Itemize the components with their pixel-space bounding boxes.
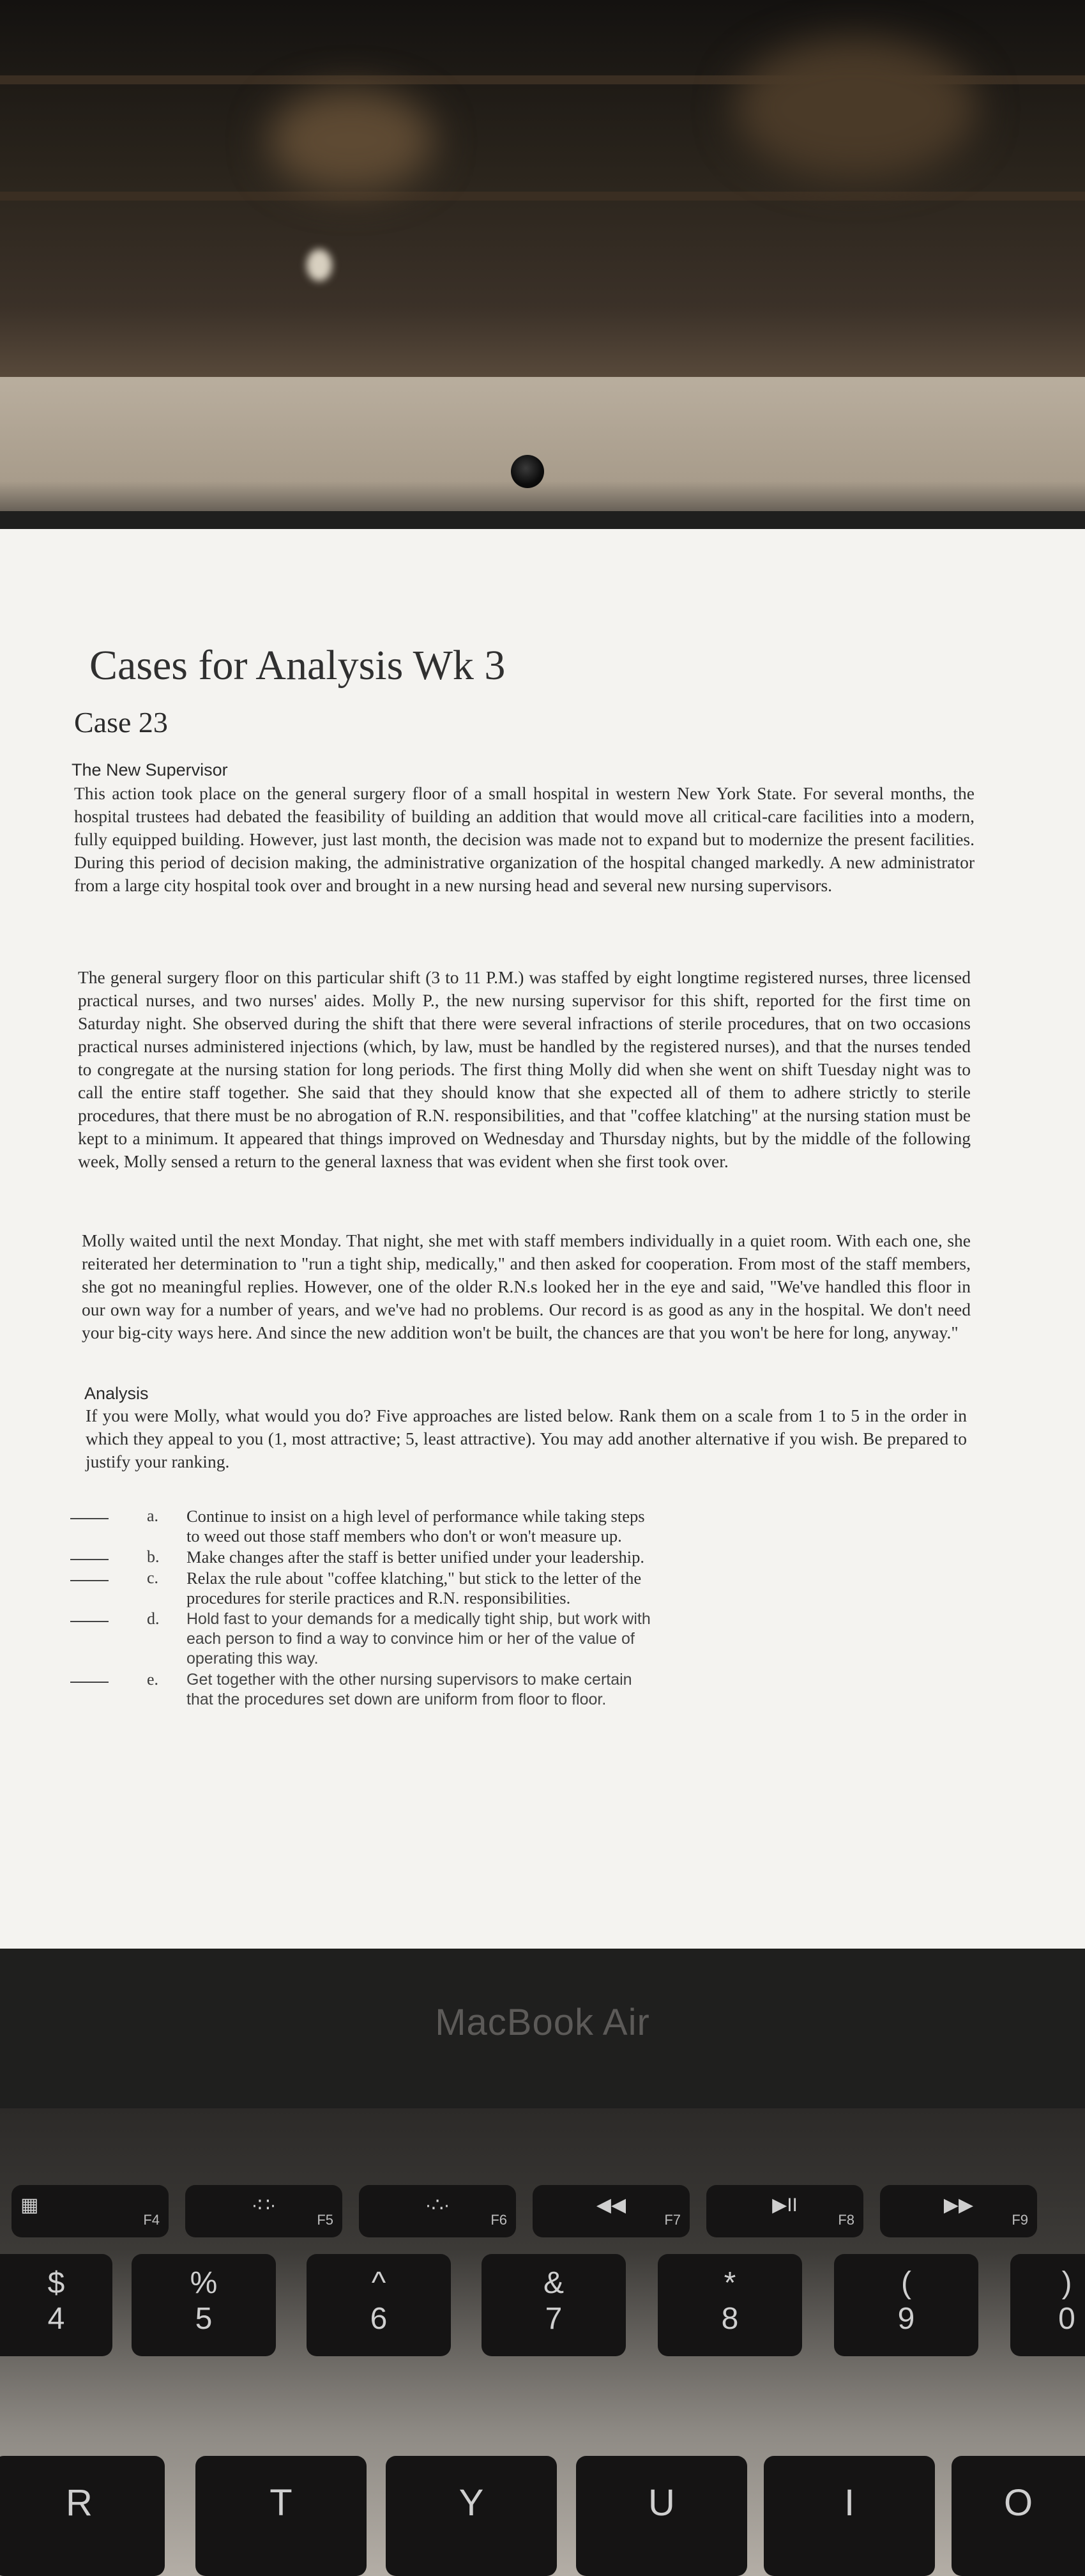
key-f9[interactable]: ▶▶ F9	[880, 2185, 1037, 2237]
document-title: Cases for Analysis Wk 3	[89, 642, 506, 689]
key-i[interactable]: I	[764, 2456, 935, 2576]
play-pause-icon: ▶II	[772, 2195, 798, 2216]
option-list	[70, 1506, 709, 1711]
key-f4[interactable]: ▦ F4	[11, 2185, 169, 2237]
laptop-screen	[0, 529, 1085, 1949]
option-text: Hold fast to your demands for a medically tight ship, but work with each person to find a way to convince him or her of the value of operating this way.	[186, 1610, 651, 1667]
analysis-heading: Analysis	[84, 1384, 149, 1403]
rank-blank[interactable]	[70, 1580, 109, 1581]
key-f6[interactable]: ·∴· F6	[359, 2185, 516, 2237]
key-t[interactable]: T	[195, 2456, 367, 2576]
section-heading: The New Supervisor	[72, 760, 228, 779]
option-letter: b.	[147, 1547, 160, 1566]
keyboard-brightness-down-icon: ·∷·	[251, 2195, 277, 2216]
option-item	[70, 1670, 709, 1710]
background-room	[0, 0, 1085, 383]
paragraph-2: The general surgery floor on this particular shift (3 to 11 P.M.) was staffed by eight longtime registered nurses, three licensed practical nurses, and two nurses' aides. Molly P., the new nursing supervisor for this shift, reported for the first time on Saturday night. She observed during the shift that there were several infractions of sterile procedures, that on two occasions practical nurses administered injections (which, by law, must be handled by the registered nurses), and that the nurses tended to congregate at the nursing station for long periods. The first thing Molly did when she went on shift Tuesday night was to call the entire staff together. She said that they should know that she expected all of them to adhere strictly to sterile procedures, that there must be no abrogation of R.N. responsibilities, and that "coffee klatching" at the nursing station must be kept to a minimum. It appeared that things improved on Wednesday and Thursday nights, but by the middle of the following week, Molly sensed a return to the general laxness that was evident when she first took over.	[78, 967, 971, 1171]
rank-blank[interactable]	[70, 1518, 109, 1519]
key-u[interactable]: U	[576, 2456, 747, 2576]
background-light	[307, 249, 332, 281]
option-letter: c.	[147, 1568, 159, 1587]
launchpad-icon: ▦	[20, 2195, 39, 2216]
key-9[interactable]: ( 9	[834, 2254, 978, 2356]
fast-forward-icon: ▶▶	[943, 2195, 974, 2216]
key-6[interactable]: ^ 6	[307, 2254, 451, 2356]
option-text: Continue to insist on a high level of performance while taking steps to weed out those staff members who don't or won't measure up.	[186, 1506, 645, 1545]
background-shelf	[0, 192, 1085, 201]
rank-blank[interactable]	[70, 1621, 109, 1622]
rank-blank[interactable]	[70, 1682, 109, 1683]
background-light	[268, 89, 434, 192]
keyboard-deck	[0, 2108, 1085, 2576]
case-number: Case 23	[74, 706, 168, 739]
document-page	[0, 529, 1085, 1949]
key-7[interactable]: & 7	[482, 2254, 626, 2356]
background-light	[734, 38, 977, 179]
key-r[interactable]: R	[0, 2456, 165, 2576]
key-o[interactable]: O	[952, 2456, 1085, 2576]
key-5[interactable]: % 5	[132, 2254, 276, 2356]
laptop-brand: MacBook Air	[435, 2002, 650, 2043]
option-text: Relax the rule about "coffee klatching," but stick to the letter of the procedures for sterile practices and R.N. responsibilities.	[186, 1568, 642, 1607]
option-letter: a.	[147, 1506, 159, 1525]
paragraph-3: Molly waited until the next Monday. That night, she met with staff members individually in a quiet room. With each one, she reiterated her determination to "run a tight ship, medically," and then asked for cooperation. From most of the staff members, she got no meaningful replies. However, one of the older R.N.s looked her in the eye and said, "We've handled this floor in our own way for a number of years, and we've had no problems. Our record is as good as any in the hospital. We don't need your big-city ways here. And since the new addition won't be built, the chances are that you won't be here for long, anyway."	[82, 1230, 971, 1342]
key-8[interactable]: * 8	[658, 2254, 802, 2356]
camera-icon	[511, 455, 544, 488]
paragraph-1: This action took place on the general surgery floor of a small hospital in western New York State. For several months, the hospital trustees had debated the feasibility of building an addition that would move all critical-care facilities into a modern, fully equipped building. However, just last month, the decision was made not to expand but to modernize the present facilities. During this period of decision making, the administrative organization of the hospital changed markedly. A new administrator from a large city hospital took over and brought in a new nursing head and several new nursing supervisors.	[74, 783, 975, 895]
keyboard-brightness-up-icon: ·∴·	[425, 2195, 450, 2216]
analysis-text: If you were Molly, what would you do? Five approaches are listed below. Rank them on a scale from 1 to 5 in the order in which they appeal to you (1, most attractive; 5, least attractive). You may add another alternative if you wish. Be prepared to justify your ranking.	[86, 1406, 967, 1471]
option-item	[70, 1568, 709, 1608]
option-text: Get together with the other nursing supervisors to make certain that the procedures set down are uniform from floor to floor.	[186, 1671, 632, 1708]
key-f7[interactable]: ◀◀ F7	[533, 2185, 690, 2237]
option-item	[70, 1547, 709, 1567]
rewind-icon: ◀◀	[596, 2195, 626, 2216]
option-letter: d.	[147, 1609, 160, 1628]
option-item	[70, 1609, 709, 1669]
key-4[interactable]: $ 4	[0, 2254, 112, 2356]
key-y[interactable]: Y	[386, 2456, 557, 2576]
key-f8[interactable]: ▶II F8	[706, 2185, 863, 2237]
rank-blank[interactable]	[70, 1559, 109, 1560]
key-0[interactable]: ) 0	[1010, 2254, 1085, 2356]
option-letter: e.	[147, 1670, 159, 1689]
option-item	[70, 1506, 709, 1546]
option-text: Make changes after the staff is better unified under your leadership.	[186, 1547, 644, 1567]
key-f5[interactable]: ·∷· F5	[185, 2185, 342, 2237]
